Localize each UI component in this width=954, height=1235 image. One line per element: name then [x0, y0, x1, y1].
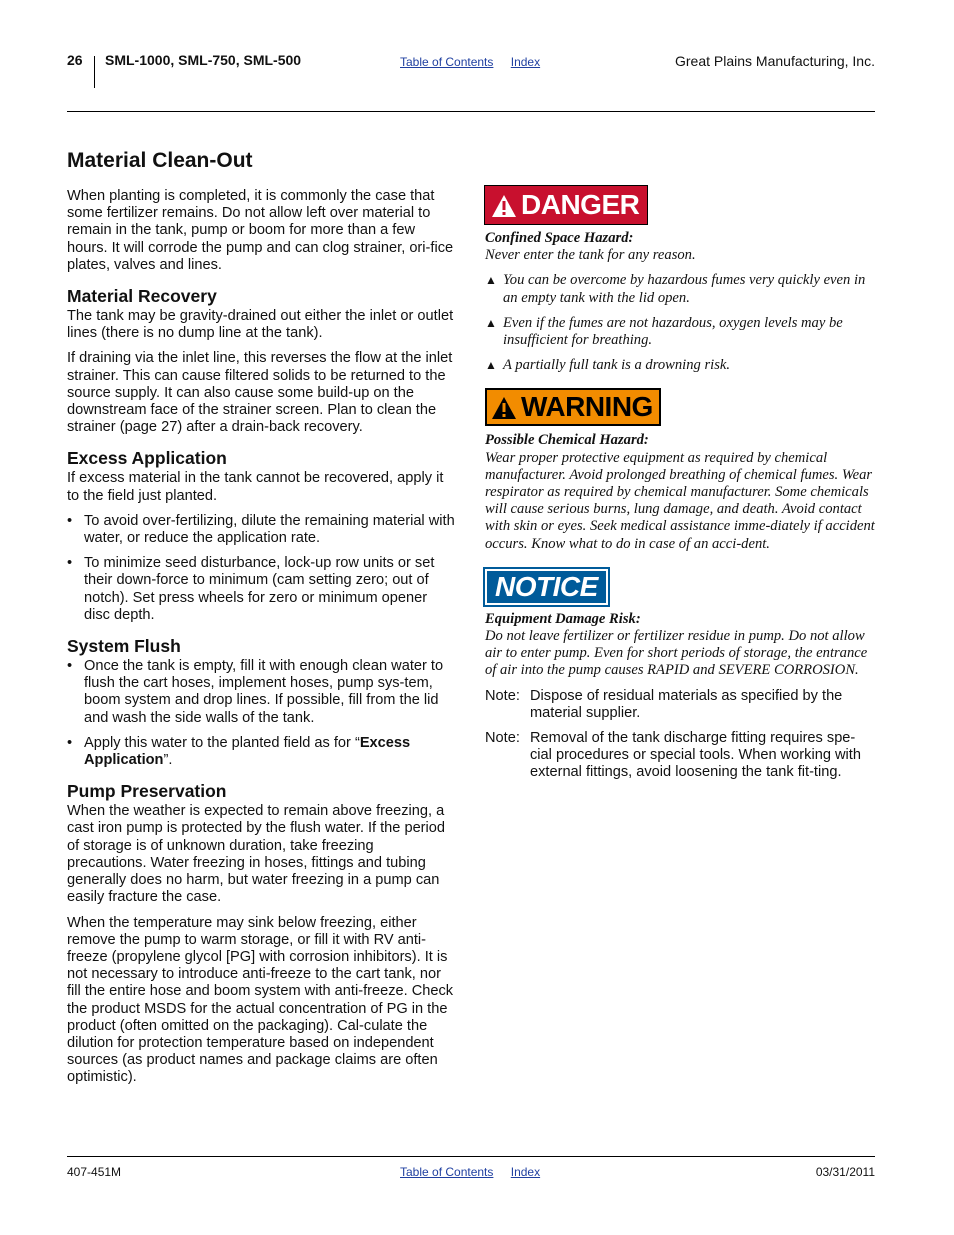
intro-paragraph: When planting is completed, it is commonly the case that some fertilizer remains. Do not allow left over material to remain in the tank, pump or boom for more than a few hours. It will corrode the pump and can clog strainer, ori-fice plates, valves and lines. [67, 188, 454, 273]
notice-text: Do not leave fertilizer or fertilizer residue in pump. Do not allow air to enter pump. Even for short periods of storage, the entrance of air into the pump causes RAPID and SEVERE CORROSION. [485, 628, 868, 679]
notice-message [485, 611, 877, 680]
danger-title: Confined Space Hazard: [485, 230, 634, 246]
note-text: Dispose of residual materials as specified by the material supplier. [530, 687, 843, 721]
recovery-paragraph-2: If draining via the inlet line, this reverses the flow at the inlet strainer. This can cause filtered solids to be returned to the source supply. It can also cause some build-up on the downstream face of the strainer screen. Plan to clean the strainer (page 27) after a drain-back recovery. [67, 350, 453, 436]
manual-title: SML-1000, SML-750, SML-500 [105, 52, 302, 68]
warning-text: Wear proper protective equipment as required by chemical manufacturer. Avoid prolonged breathing of chemical fumes. Wear respirator as required by chemical manufacturer. Some chemicals will cause serious burns, lung damage, and death. Avoid contact with skin or eyes. Seek medical assistance imme-diately if accident occurs. Know what to do in case of an acci-dent. [485, 449, 875, 552]
note-label: Note: [485, 730, 520, 747]
header-nav [400, 55, 554, 69]
material-recovery-heading: Material Recovery [67, 286, 217, 307]
document-number: 407-451M [67, 1165, 122, 1179]
warning-triangle-icon [491, 193, 517, 217]
index-link[interactable]: Index [510, 1165, 541, 1179]
notice-sign [485, 569, 608, 605]
page-title: Material Clean-Out [67, 149, 253, 172]
list-item [485, 272, 877, 306]
bullet-text: Apply this water to the planted field as for “ [84, 734, 360, 751]
header-rule [67, 111, 875, 112]
left-column [67, 148, 456, 1095]
bold-reference: Excess Application [84, 734, 411, 769]
hazard-item-text: You can be overcome by hazardous fumes very quickly even in an empty tank with the lid open. [503, 272, 866, 306]
list-item: • To avoid over-fertilizing, dilute the remaining material with water, or reduce the application rate. [67, 513, 456, 547]
triangle-bullet-icon: ▲ [485, 358, 497, 373]
notice-title: Equipment Damage Risk: [485, 610, 641, 627]
warning-sign-label: WARNING [521, 391, 653, 423]
footer-rule [67, 1156, 875, 1157]
hazard-item-text: Even if the fumes are not hazardous, oxygen levels may be insufficient for breathing. [503, 314, 843, 349]
excess-application-heading: Excess Application [67, 448, 227, 469]
note-item [485, 688, 877, 722]
warning-sign [485, 388, 661, 426]
excess-bullet-list [67, 513, 456, 624]
list-item [485, 357, 877, 374]
list-item [67, 735, 456, 769]
list-item: • To minimize seed disturbance, lock-up row units or set their down-force to minimum (cam setting zero; out of notch). Set press wheels for zero or minimum opener disc depth. [67, 555, 456, 624]
footer-nav [400, 1165, 554, 1179]
bullet-text: ”. [163, 752, 173, 769]
warning-message [485, 432, 877, 552]
list-item: • Once the tank is empty, fill it with enough clean water to flush the cart hoses, implement hoses, pump sys-tem, boom system and drop lines. If possible, fill from the lid and wash the side walls of the tank. [67, 658, 456, 727]
index-link[interactable]: Index [510, 55, 541, 69]
publication-date: 03/31/2011 [815, 1165, 875, 1179]
flush-bullet-list [67, 658, 456, 769]
notice-sign-label: NOTICE [495, 570, 598, 602]
pump-paragraph-2: When the temperature may sink below freezing, either remove the pump to warm storage, or fill it with RV anti-freeze (propylene glycol [PG] with corrosion inhibitors). It is not necessary to introduce anti-freeze to the cart tank, nor fill the entire hose and boom system with anti-freeze. Check the product MSDS for the actual concentration of PG in the product (often omitted on the packaging). Cal-culate the dilution for protection temperature based on independent sources (as product names and package claims are often optimistic). [67, 914, 454, 1086]
triangle-bullet-icon: ▲ [485, 315, 497, 330]
recovery-paragraph-1: The tank may be gravity-drained out either the inlet or outlet lines (there is no dump line at the tank). [67, 308, 454, 342]
pump-preservation-heading: Pump Preservation [67, 781, 227, 802]
excess-paragraph: If excess material in the tank cannot be recovered, apply it to the field just planted. [67, 470, 444, 504]
list-item [485, 315, 877, 349]
note-text: Removal of the tank discharge fitting requires spe-cial procedures or special tools. When working with external fittings, avoid loosening the tank fit-ting. [530, 730, 861, 781]
pump-paragraph-1: When the weather is expected to remain above freezing, a cast iron pump is protected by the flush water. If the period of storage is of unknown duration, take freezing precautions. Water freezing in hoses, fittings and tubing generally does no harm, but water freezing in a pump can easily fracture the case. [67, 803, 446, 906]
danger-sign [485, 186, 647, 224]
page-number: 26 [67, 52, 83, 68]
note-item [485, 730, 877, 782]
toc-link[interactable]: Table of Contents [400, 1165, 494, 1179]
hazard-item-text: A partially full tank is a drowning risk. [503, 357, 731, 374]
warning-title: Possible Chemical Hazard: [485, 432, 649, 449]
danger-message [485, 230, 877, 374]
company-name: Great Plains Manufacturing, Inc. [675, 53, 875, 69]
triangle-bullet-icon: ▲ [485, 273, 497, 288]
danger-sign-label: DANGER [521, 189, 640, 220]
right-column [485, 186, 877, 782]
header-divider [94, 56, 95, 88]
system-flush-heading: System Flush [67, 636, 181, 657]
warning-triangle-icon [491, 395, 517, 419]
toc-link[interactable]: Table of Contents [400, 55, 494, 69]
note-label: Note: [485, 687, 520, 704]
danger-text: Never enter the tank for any reason. [485, 247, 696, 264]
